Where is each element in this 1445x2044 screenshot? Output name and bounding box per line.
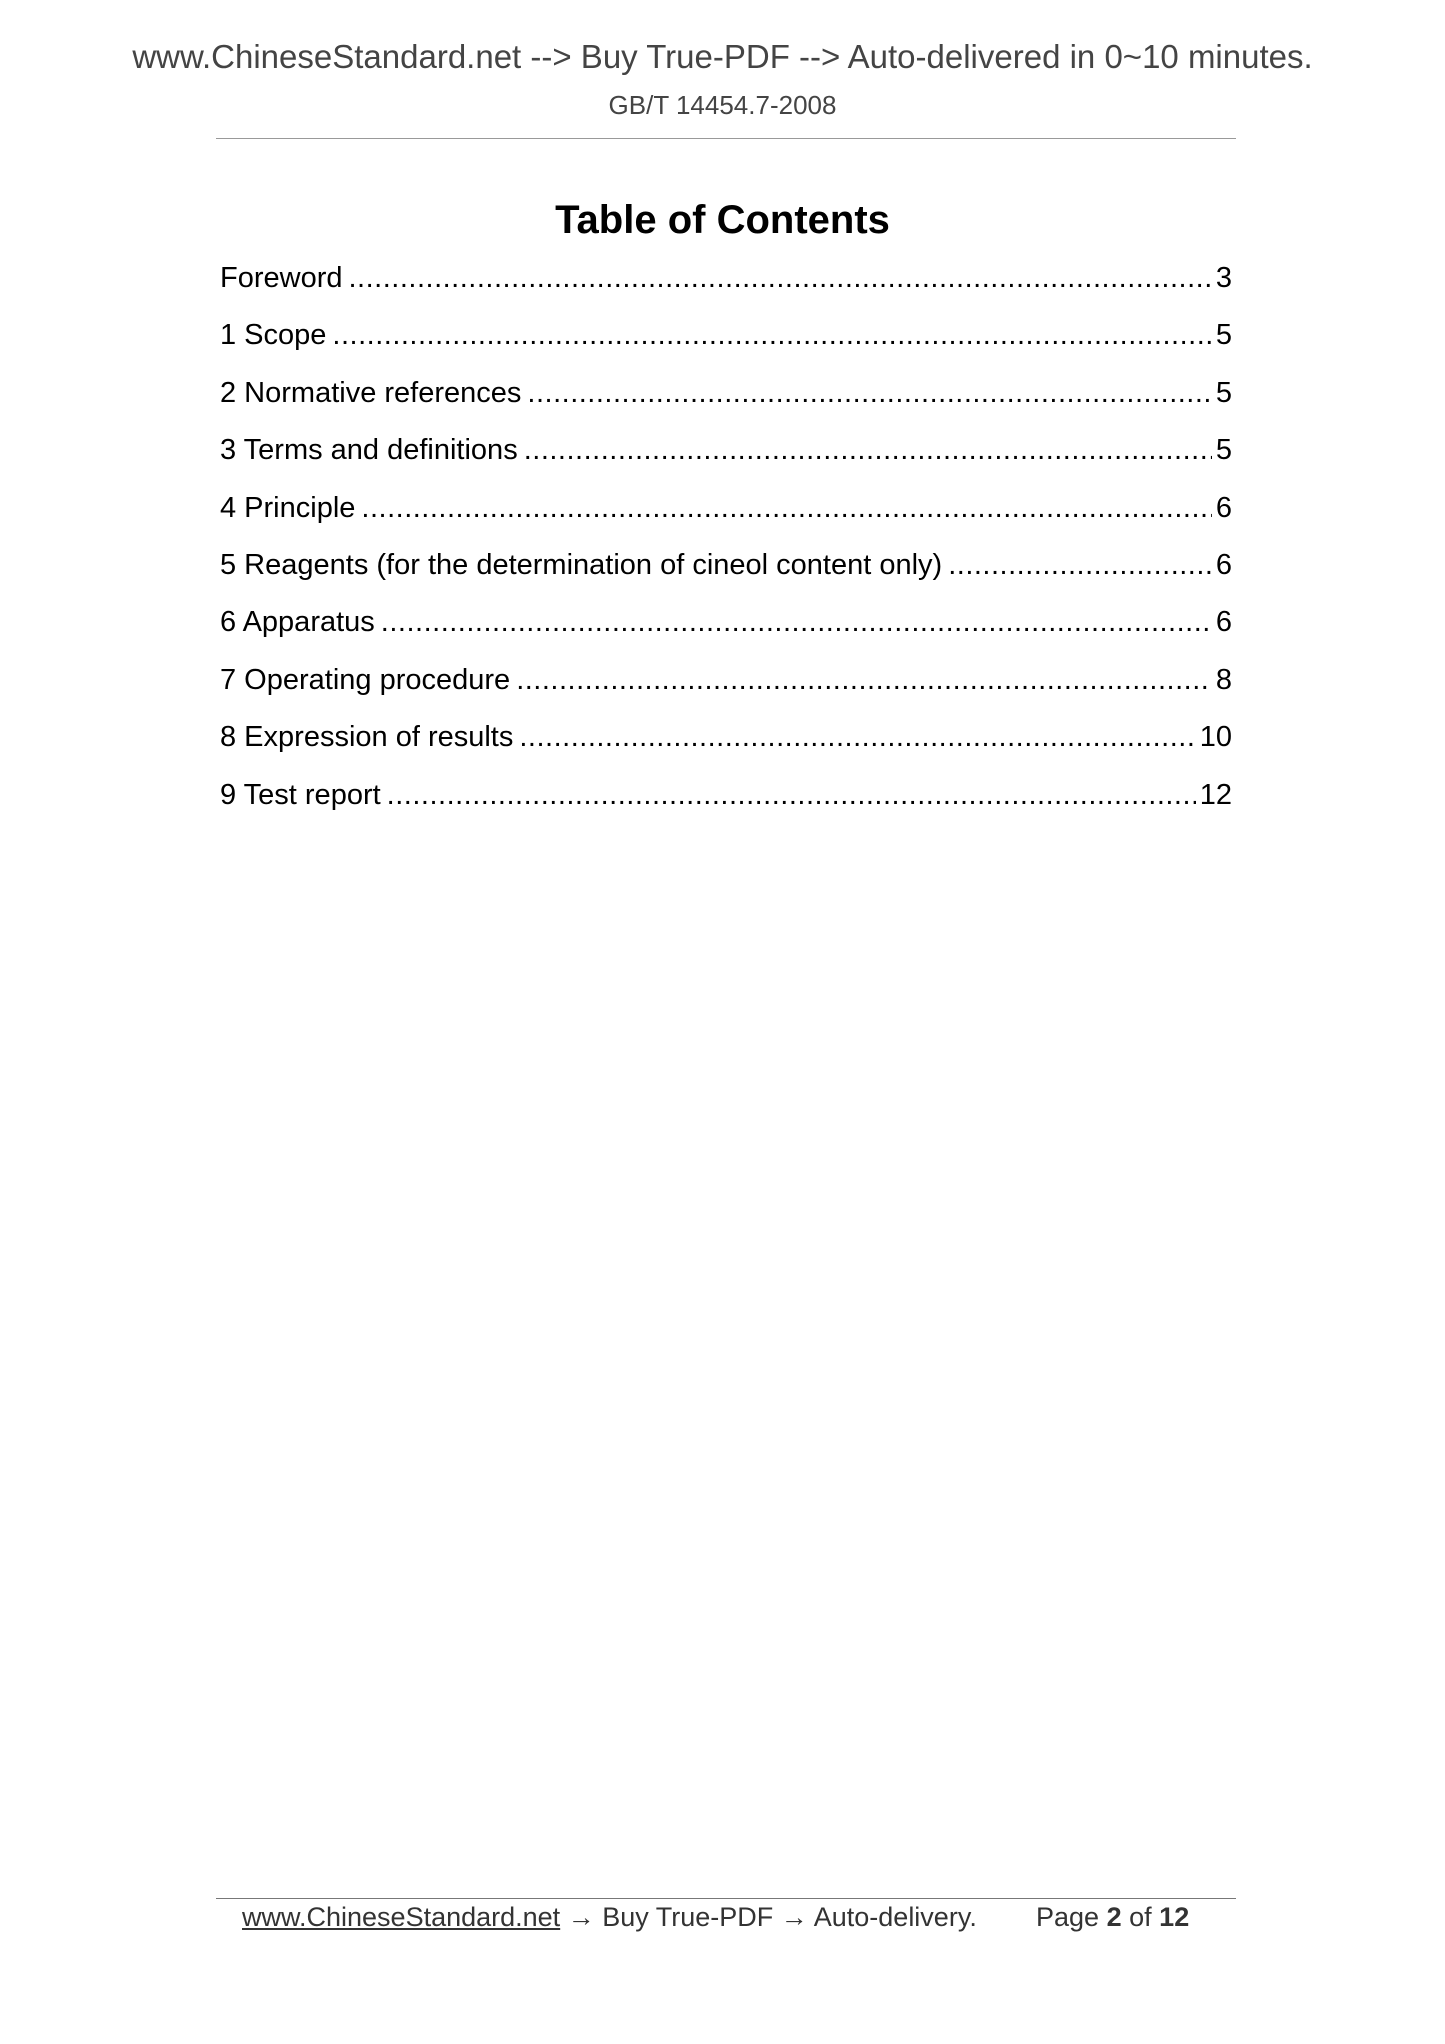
toc-entry-page: 5 — [1215, 319, 1232, 352]
toc-dot-leader — [519, 721, 1195, 754]
toc-dot-leader — [387, 779, 1196, 812]
toc-entry-page: 5 — [1215, 434, 1232, 467]
toc-entry-test-report[interactable] — [220, 779, 1232, 836]
toc-entry-reagents[interactable] — [220, 549, 1232, 606]
toc-entry-page: 3 — [1215, 262, 1232, 294]
footer-tagline: → Buy True-PDF → Auto-delivery. — [560, 1902, 977, 1932]
toc-entry-page: 8 — [1215, 663, 1232, 696]
toc-entry-page: 5 — [1215, 376, 1232, 409]
toc-entry-label: 8 Expression of results — [220, 721, 514, 754]
toc-entry-operating-procedure[interactable] — [220, 664, 1232, 721]
footer-divider — [216, 1898, 1236, 1899]
toc-entry-label: 1 Scope — [220, 319, 327, 352]
toc-dot-leader — [948, 549, 1212, 582]
toc-entry-label: 7 Operating procedure — [220, 663, 511, 696]
toc-entry-page: 6 — [1215, 606, 1232, 639]
toc-dot-leader — [527, 377, 1211, 410]
toc-entry-label: 4 Principle — [220, 491, 356, 524]
current-page-number: 2 — [1106, 1902, 1122, 1932]
page-word: Page — [1036, 1902, 1100, 1932]
toc-entry-page: 6 — [1215, 548, 1232, 581]
toc-entry-apparatus[interactable] — [220, 606, 1232, 663]
toc-dot-leader — [361, 492, 1211, 525]
toc-list — [220, 262, 1232, 836]
toc-entry-label: Foreword — [220, 262, 343, 294]
footer-site-link[interactable]: www.ChineseStandard.net — [242, 1902, 561, 1932]
toc-entry-label: 2 Normative references — [220, 376, 522, 409]
toc-entry-page: 10 — [1199, 721, 1232, 754]
toc-entry-principle[interactable] — [220, 492, 1232, 549]
toc-entry-terms-and-definitions[interactable] — [220, 434, 1232, 491]
toc-entry-page: 6 — [1215, 491, 1232, 524]
toc-dot-leader — [524, 434, 1212, 467]
toc-entry-label: 9 Test report — [220, 778, 381, 811]
toc-entry-expression-of-results[interactable] — [220, 721, 1232, 778]
standard-code: GB/T 14454.7-2008 — [608, 90, 837, 120]
toc-dot-leader — [516, 664, 1212, 697]
toc-entry-scope[interactable] — [220, 319, 1232, 376]
toc-entry-label: 5 Reagents (for the determination of cineol content only) — [220, 548, 943, 581]
toc-title: Table of Contents — [555, 198, 890, 242]
total-pages-number: 12 — [1159, 1902, 1190, 1932]
footer — [242, 1902, 1232, 1942]
toc-entry-page: 12 — [1199, 778, 1232, 811]
toc-entry-normative-references[interactable] — [220, 377, 1232, 434]
of-word: of — [1129, 1902, 1152, 1932]
toc-dot-leader — [381, 606, 1212, 639]
toc-entry-foreword[interactable] — [220, 262, 1232, 319]
top-banner: www.ChineseStandard.net --> Buy True-PDF --> Auto-delivered in 0~10 minutes. — [132, 38, 1313, 75]
toc-dot-leader — [332, 319, 1211, 352]
toc-entry-label: 6 Apparatus — [220, 606, 375, 639]
page-indicator — [1036, 1902, 1189, 1933]
toc-entry-label: 3 Terms and definitions — [220, 434, 518, 467]
header-divider — [216, 138, 1236, 139]
toc-dot-leader — [349, 262, 1212, 295]
